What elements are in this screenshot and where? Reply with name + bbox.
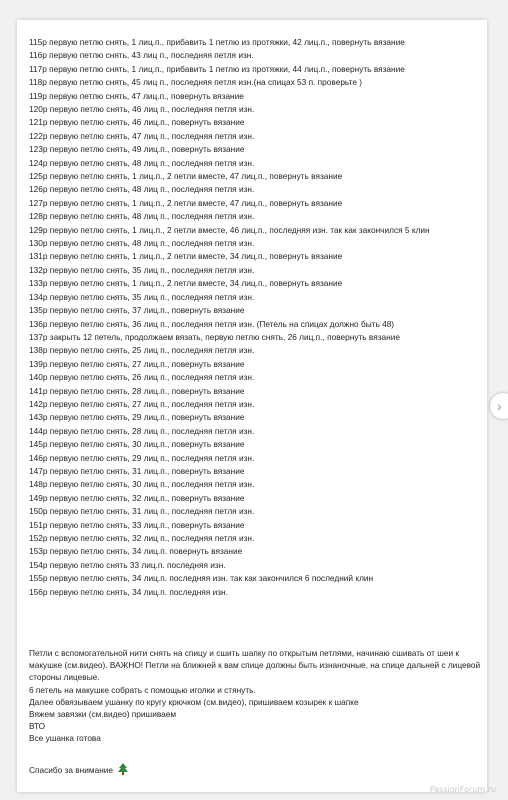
pattern-row: 122р первую петлю снять, 47 лиц п., последняя петля изн.	[29, 130, 255, 141]
pattern-row: 121р первую петлю снять, 46 лиц.п., повернуть вязание	[29, 117, 245, 128]
pattern-row: 127р первую петлю снять, 1 лиц.п., 2 петли вместе, 47 лиц.п., повернуть вязание	[29, 197, 343, 208]
watermark: PassionForum.ru	[429, 785, 496, 794]
note-top-stitches: 6 петель на макушке собрать с помощью иголки и стянуть.	[29, 684, 256, 695]
pattern-row: 135р первую петлю снять, 37 лиц.п., повернуть вязание	[29, 305, 245, 316]
pattern-row: 144р первую петлю снять, 28 лиц п., последняя петля изн.	[29, 425, 255, 436]
note-done: Все ушанка готова	[29, 733, 101, 744]
pattern-row: 153р первую петлю снять, 34 лиц.п. повернуть вязание	[29, 546, 243, 557]
pattern-row: 154р первую петлю снять 33 лиц.п. последняя изн.	[29, 559, 226, 570]
pattern-row: 142р первую петлю снять, 27 лиц п., последняя петля изн.	[29, 398, 255, 409]
thanks-text: Спасибо за внимание	[29, 764, 114, 775]
chevron-right-icon: ›	[497, 398, 502, 414]
pattern-row: 116р первую петлю снять, 43 лиц п., последняя петля изн.	[29, 50, 254, 61]
pattern-row: 141р первую петлю снять, 28 лиц.п., повернуть вязание	[29, 385, 245, 396]
pattern-row: 140р первую петлю снять, 26 лиц п., последняя петля изн.	[29, 372, 255, 383]
pattern-row: 146р первую петлю снять, 29 лиц п., последняя петля изн.	[29, 452, 255, 463]
pattern-row: 132р первую петлю снять, 35 лиц п., последняя петля изн.	[29, 264, 255, 275]
pattern-row: 126р первую петлю снять, 48 лиц п., последняя петля изн.	[29, 184, 255, 195]
pattern-row: 145р первую петлю снять, 30 лиц.п., повернуть вязание	[29, 439, 245, 450]
pattern-row: 155р первую петлю снять, 34 лиц.п. последняя изн. так как закончился 6 последний клин	[29, 573, 374, 584]
pattern-row: 138р первую петлю снять, 25 лиц п., последняя петля изн.	[29, 345, 255, 356]
pattern-row: 115р первую петлю снять, 1 лиц.п., прибавить 1 петлю из протяжки, 42 лиц.п., повернуть вязание	[29, 37, 405, 47]
pattern-row: 149р первую петлю снять, 32 лиц.п., повернуть вязание	[29, 492, 245, 503]
pattern-row: 150р первую петлю снять, 31 лиц п., последняя петля изн.	[29, 506, 255, 517]
pattern-row: 136р первую петлю снять, 36 лиц п., последняя петля изн. (Петель на спицах должно быть 48)	[29, 318, 395, 329]
pattern-row: 117р первую петлю снять, 1 лиц.п., прибавить 1 петлю из протяжки, 44 лиц.п., повернуть вязание	[29, 63, 405, 74]
pattern-row: 128р первую петлю снять, 48 лиц п., последняя петля изн.	[29, 211, 255, 222]
note-vto: ВТО	[29, 721, 46, 732]
pattern-row: 147р первую петлю снять, 31 лиц.п., повернуть вязание	[29, 465, 245, 476]
thanks-line	[29, 763, 481, 777]
pattern-row: 143р первую петлю снять, 29 лиц.п., повернуть вязание	[29, 412, 245, 423]
pattern-row: 137р закрыть 12 петель, продолжаем вязать, первую петлю снять, 26 лиц.п., повернуть вязание	[29, 331, 400, 342]
pattern-row: 130р первую петлю снять, 48 лиц п., последняя петля изн.	[29, 238, 255, 249]
note-crochet-edge: Далее обвязываем ушанку по кругу крючком (см.видео), пришиваем козырек к шапке	[29, 696, 359, 707]
pattern-row: 119р первую петлю снять, 47 лиц.п., повернуть вязание	[29, 90, 244, 101]
note-ties: Вяжем завязки (см.видео) пришиваем	[29, 709, 177, 720]
document-page	[17, 20, 487, 792]
knitting-rows	[29, 36, 481, 599]
pattern-row: 123р первую петлю снять, 49 лиц.п., повернуть вязание	[29, 144, 245, 155]
pattern-row: 124р первую петлю снять, 48 лиц п., последняя петля изн.	[29, 157, 255, 168]
next-slide-button[interactable]	[490, 393, 508, 419]
christmas-tree-icon	[117, 763, 129, 776]
pattern-row: 120р первую петлю снять, 46 лиц п., последняя петля изн.	[29, 104, 255, 115]
pattern-row: 148р первую петлю снять, 30 лиц п., последняя петля изн.	[29, 479, 255, 490]
pattern-row: 152р первую петлю снять, 32 лиц п., последняя петля изн.	[29, 533, 255, 544]
pattern-row: 134р первую петлю снять, 35 лиц п., последняя петля изн.	[29, 291, 255, 302]
pattern-row: 151р первую петлю снять, 33 лиц.п., повернуть вязание	[29, 519, 245, 530]
pattern-row: 133р первую петлю снять, 1 лиц.п., 2 петли вместе, 34 лиц.п., повернуть вязание	[29, 278, 343, 289]
pattern-row: 131р первую петлю снять, 1 лиц.п., 2 петли вместе, 34 лиц.п., повернуть вязание	[29, 251, 343, 262]
pattern-row: 129р первую петлю снять, 1 лиц.п., 2 петли вместе, 46 лиц.п., последняя изн. так как закончился 5 клин	[29, 224, 430, 235]
final-notes	[29, 647, 481, 777]
pattern-row: 118р первую петлю снять, 45 лиц п., последняя петля изн.(на спицах 53 п. проверьте )	[29, 77, 363, 88]
pattern-row: 125р первую петлю снять, 1 лиц.п., 2 петли вместе, 47 лиц.п., повернуть вязание	[29, 171, 343, 182]
pattern-row: 156р первую петлю снять, 34 лиц.п. последняя изн.	[29, 586, 228, 597]
note-sewing: Петли с вспомогательной нити снять на спицу и сшить шапку по открытым петлями, начинаю сшивать от шеи к макушке (см.видео). ВАЖНО! Петли на ближней к вам спице должны быть изнаночные, на спице дальней с лицевой стороны лицевые.	[29, 648, 481, 683]
pattern-row: 139р первую петлю снять, 27 лиц.п., повернуть вязание	[29, 358, 245, 369]
